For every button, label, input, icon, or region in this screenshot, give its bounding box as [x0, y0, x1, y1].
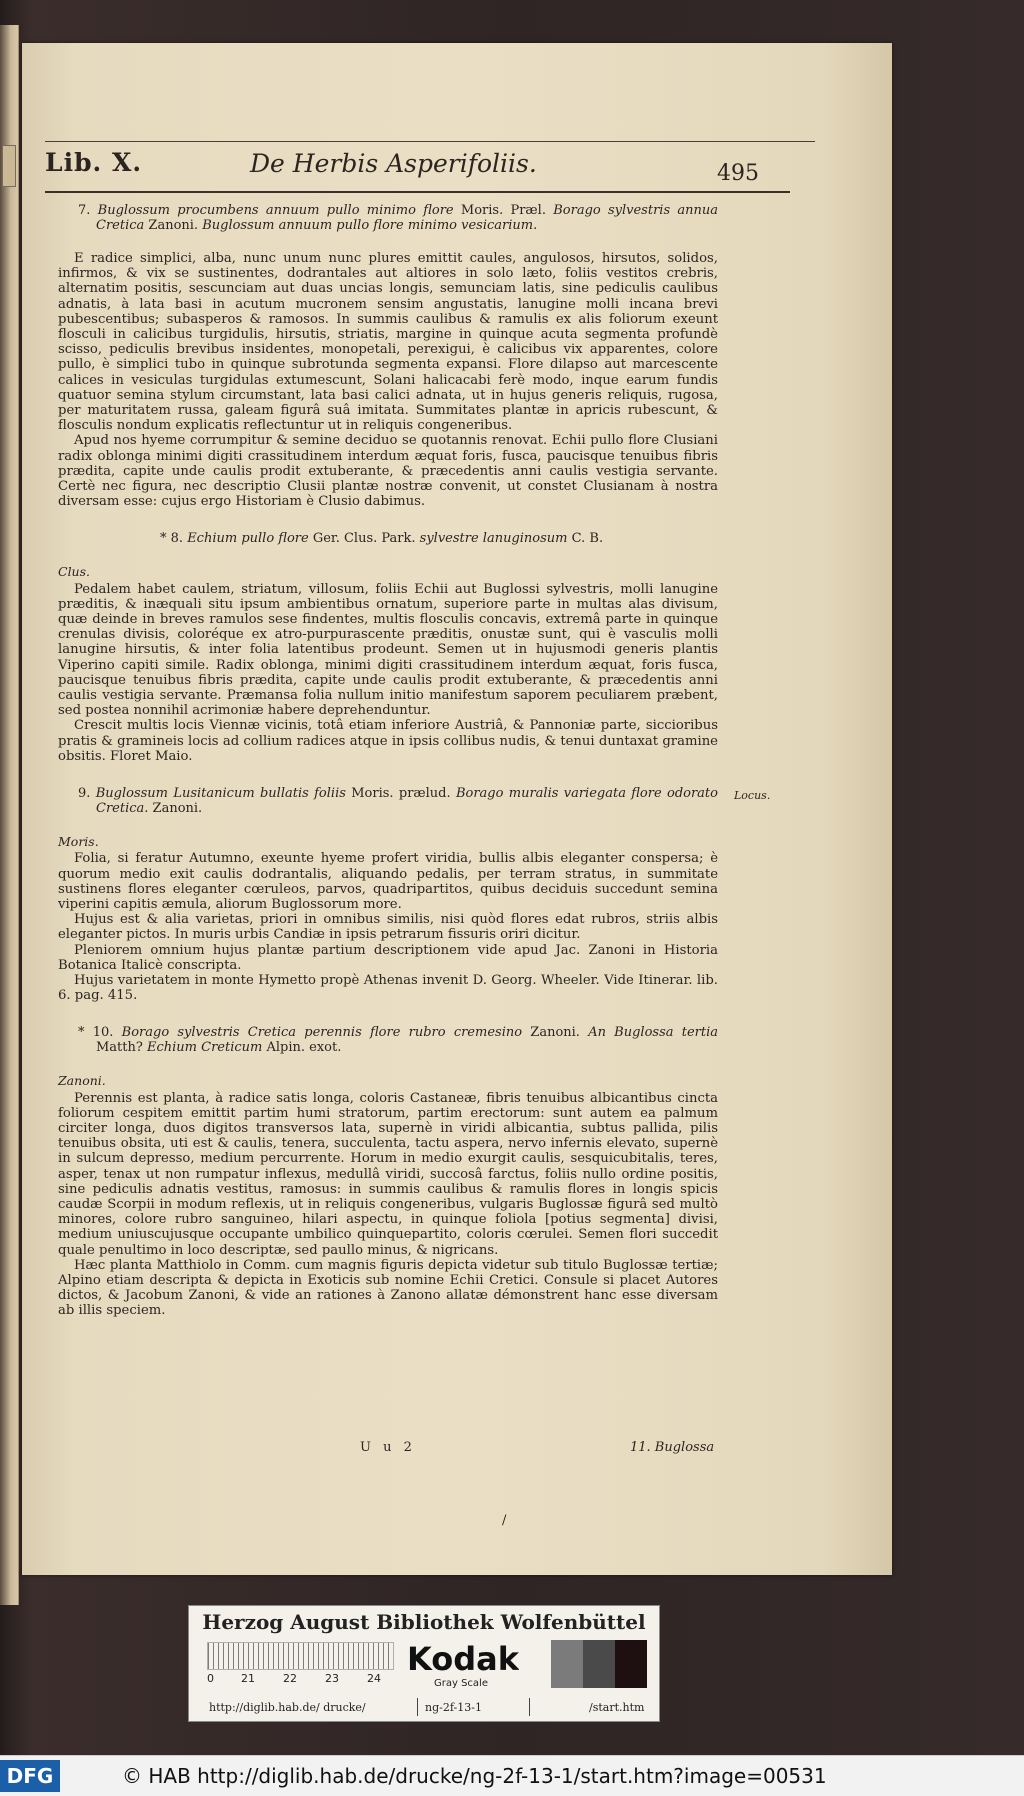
page-tab	[2, 145, 16, 187]
grayscale-label: Gray Scale	[434, 1678, 488, 1689]
swatch	[551, 1640, 583, 1688]
dfg-logo: DFG	[0, 1760, 60, 1792]
book-number: Lib. X.	[45, 148, 143, 177]
ruler-label: 24	[367, 1672, 381, 1685]
header-rule-bottom	[45, 191, 790, 193]
library-target-card	[188, 1605, 660, 1722]
paragraph: Apud nos hyeme corrumpitur & semine deciduo se quotannis renovat. Echii pullo flore Clusiani radix oblonga minimi digiti crassitudinem interdum æquat foris, fusca, paucisque tenuibus fibris prædita, capite unde caulis prodit extuberante, & præcedentis anni caulis vestigia servante. Certè nec figura, nec descriptio Clusii plantæ nostræ convenit, ut constet Clusianam à nostra diversam esse: cujus ergo Historiam è Clusio dabimus.	[58, 433, 718, 510]
credit-link[interactable]: © HAB http://diglib.hab.de/drucke/ng-2f-13-1/start.htm?image=00531	[122, 1764, 827, 1788]
page-number: 495	[717, 161, 759, 186]
library-name: Herzog August Bibliothek Wolfenbüttel	[202, 1610, 646, 1634]
entry-heading: * 8. Echium pullo flore Ger. Clus. Park. sylvestre lanuginosum C. B.	[160, 531, 604, 547]
paragraph: Hujus varietatem in monte Hymetto propè Athenas invenit D. Georg. Wheeler. Vide Itinerar. lib. 6. pag. 415.	[58, 972, 718, 1004]
author-label: Moris.	[58, 834, 99, 850]
ruler-label: 23	[325, 1672, 339, 1685]
paragraph: Perennis est planta, à radice satis longa, coloris Castaneæ, fibris tenuibus albicantibus cincta foliorum cespitem emittit partim humi stratorum, partim erectorum: sunt autem ea palmum circiter longa, duos digitos transversos lata, supernè in viridi albicantia, subtus pallida, pilis tenuibus obsita, uti est & caulis, tenera, succulenta, tactu aspera, nervo infernis elevato, supernè in sulcum depresso, medium percurrente. Horum in medio exurgit caulis, sesquicubitalis, teres, asper, tenax ut non rumpatur inflexus, medullâ viridi, succosâ farctus, foliis nullo ordine positis, sine pediculis adnatis vestitus, ramosus: in summis caulibus & ramulis flores in longis spicis caudæ Scorpii in modum reflexis, ut in reliquis congeneribus, vulgaris Buglossæ figurâ sed multò minores, colore rubro sanguineo, hilari aspectu, in quinque foliola [potius segmenta] divisi, medium uniuscujusque occupante umbilico quinquepartito, coloris cœrulei. Semen flori succedit quale penultimo in loco descriptæ, sed paullo minus, & nigricans.	[58, 1090, 718, 1258]
ruler-label: 0	[207, 1672, 214, 1685]
scale-ruler	[207, 1642, 394, 1670]
paragraph: Pleniorem omnium hujus plantæ partium descriptionem vide apud Jac. Zanoni in Historia Botanica Italicè conscripta.	[58, 942, 718, 973]
card-url-mid: ng-2f-13-1	[425, 1701, 482, 1714]
paragraph: Crescit multis locis Viennæ vicinis, totâ etiam inferiore Austriâ, & Pannoniæ parte, siccioribus pratis & gramineis locis ad collium radices atque in ipsis collibus nudis, & tenui duntaxat gramine obsitis. Floret Maio.	[58, 718, 718, 764]
swatch	[519, 1640, 551, 1688]
card-url-right: /start.htm	[589, 1701, 645, 1714]
facing-page-edge	[0, 25, 19, 1605]
entry-heading: * 10. Borago sylvestris Cretica perennis flore rubro cremesino Zanoni. An Buglossa tertia Matth? Echium Creticum Alpin. exot.	[78, 1025, 719, 1056]
paragraph: Folia, si feratur Autumno, exeunte hyeme profert viridia, bullis albis eleganter conspersa; è quorum medio exit caulis dodrantalis, aliquando pedalis, per terram stratus, in summitate sustinens flores eleganter cœruleos, parvos, quadripartitos, quibus deciduis succedunt semina viperini capitis æmula, aliorum Buglossorum more.	[58, 851, 718, 912]
catchword: 11. Buglossa	[630, 1440, 715, 1455]
body-text	[58, 203, 718, 1319]
ruler-label: 21	[241, 1672, 255, 1685]
swatch	[615, 1640, 647, 1688]
paragraph: E radice simplici, alba, nunc unum nunc plures emittit caules, angulosos, hirsutos, solidos, infirmos, & vix se sustinentes, dodrantales aut altiores in solo læto, foliis vestitos crebris, alternatim positis, sescunciam aut duas uncias longis, semunciam latis, sine pediculis caulibus adnatis, à lata basi in acutum mucronem sensim angustatis, lanugine molli incana brevi pubescentibus; subasperos & ramosos. In summis caulibus & ramulis ex alis foliorum exeunt flosculi in calicibus turgidulis, hirsutis, striatis, margine in quinque acuta segmenta profundè scisso, pediculis brevibus insidentes, monopetali, perexigui, è calicibus vix apparentes, colore pullo, è simplici tubo in quinque subrotunda segmenta expansi. Flore dilapso aut marcescente calices in vesiculas turgidulas extumescunt, Solani halicacabi ferè modo, inque earum fundis quatuor semina stylum circumstant, lata basi calici adnata, ut in hujus generis reliquis, rugosa, per maturitatem russa, galeam figurâ suâ imitata. Summitates plantæ in apricis rubescunt, & flosculis nondum explicatis reflectuntur ut in reliquis congeneribus.	[58, 251, 718, 434]
running-title: De Herbis Asperifoliis.	[250, 149, 537, 178]
entry-heading: 9. Buglossum Lusitanicum bullatis foliis Moris. prælud. Borago muralis variegata flore odorato Cretica. Zanoni.	[78, 786, 718, 817]
book-page	[22, 43, 892, 1575]
card-divider	[529, 1698, 530, 1716]
paragraph: Hæc planta Matthiolo in Comm. cum magnis figuris depicta videtur sub titulo Buglossæ tertiæ; Alpino etiam descripta & depicta in Exoticis sub nomine Echii Cretici. Consule si placet Autores dictos, & Jacobum Zanoni, & vide an rationes à Zanono allatæ démonstrent hanc esse diversam ab illis speciem.	[58, 1257, 718, 1319]
header-rule-top	[45, 141, 815, 142]
card-url-left: http://diglib.hab.de/ drucke/	[209, 1701, 366, 1714]
paragraph: Pedalem habet caulem, striatum, villosum, foliis Echii aut Buglossi sylvestris, molli lanugine præditis, & inæquali situ ipsum ambientibus ornatum, superiore parte in multas alas divisum, quæ deinde in breves ramulos sese findentes, multis flosculis concavis, extremâ parte in quinque crenulas divisis, coloréque ex atro-purpurascente præditis, onustæ sunt, qui è vasculis molli lanugine hirsutis, & inter folia latentibus prodeunt. Semen ut in hujusmodi generis plantis Viperino capiti simile. Radix oblonga, minimi digiti crassitudinem interdum æquat, foris fusca, paucisque tenuibus fibris prædita, capite unde caulis prodit extuberante, & præcedentis anni caulis vestigia servante. Præmansa folia nullum initio manifestum saporem peculiarem præbent, sed postea nonnihil acrimoniæ habere deprehenduntur.	[58, 581, 718, 719]
kodak-logo: Kodak	[407, 1640, 519, 1678]
grayscale-swatches	[519, 1640, 647, 1688]
ruler-label: 22	[283, 1672, 297, 1685]
author-label: Zanoni.	[58, 1073, 106, 1089]
signature-mark: U u 2	[360, 1440, 416, 1455]
paragraph: Hujus est & alia varietas, priori in omnibus similis, nisi quòd flores edat rubros, striis albis eleganter pictos. In muris urbis Candiæ in ipsis petrarum fissuris oriri dicitur.	[58, 912, 718, 943]
author-label: Clus.	[58, 564, 91, 580]
credit-bar	[0, 1755, 1024, 1796]
margin-note: Locus.	[734, 789, 771, 802]
swatch	[583, 1640, 615, 1688]
card-divider	[417, 1698, 418, 1716]
stray-mark: /	[502, 1513, 507, 1528]
entry-heading: 7. Buglossum procumbens annuum pullo minimo flore Moris. Præl. Borago sylvestris annua Cretica Zanoni. Buglossum annuum pullo flore minimo vesicarium.	[78, 203, 719, 233]
